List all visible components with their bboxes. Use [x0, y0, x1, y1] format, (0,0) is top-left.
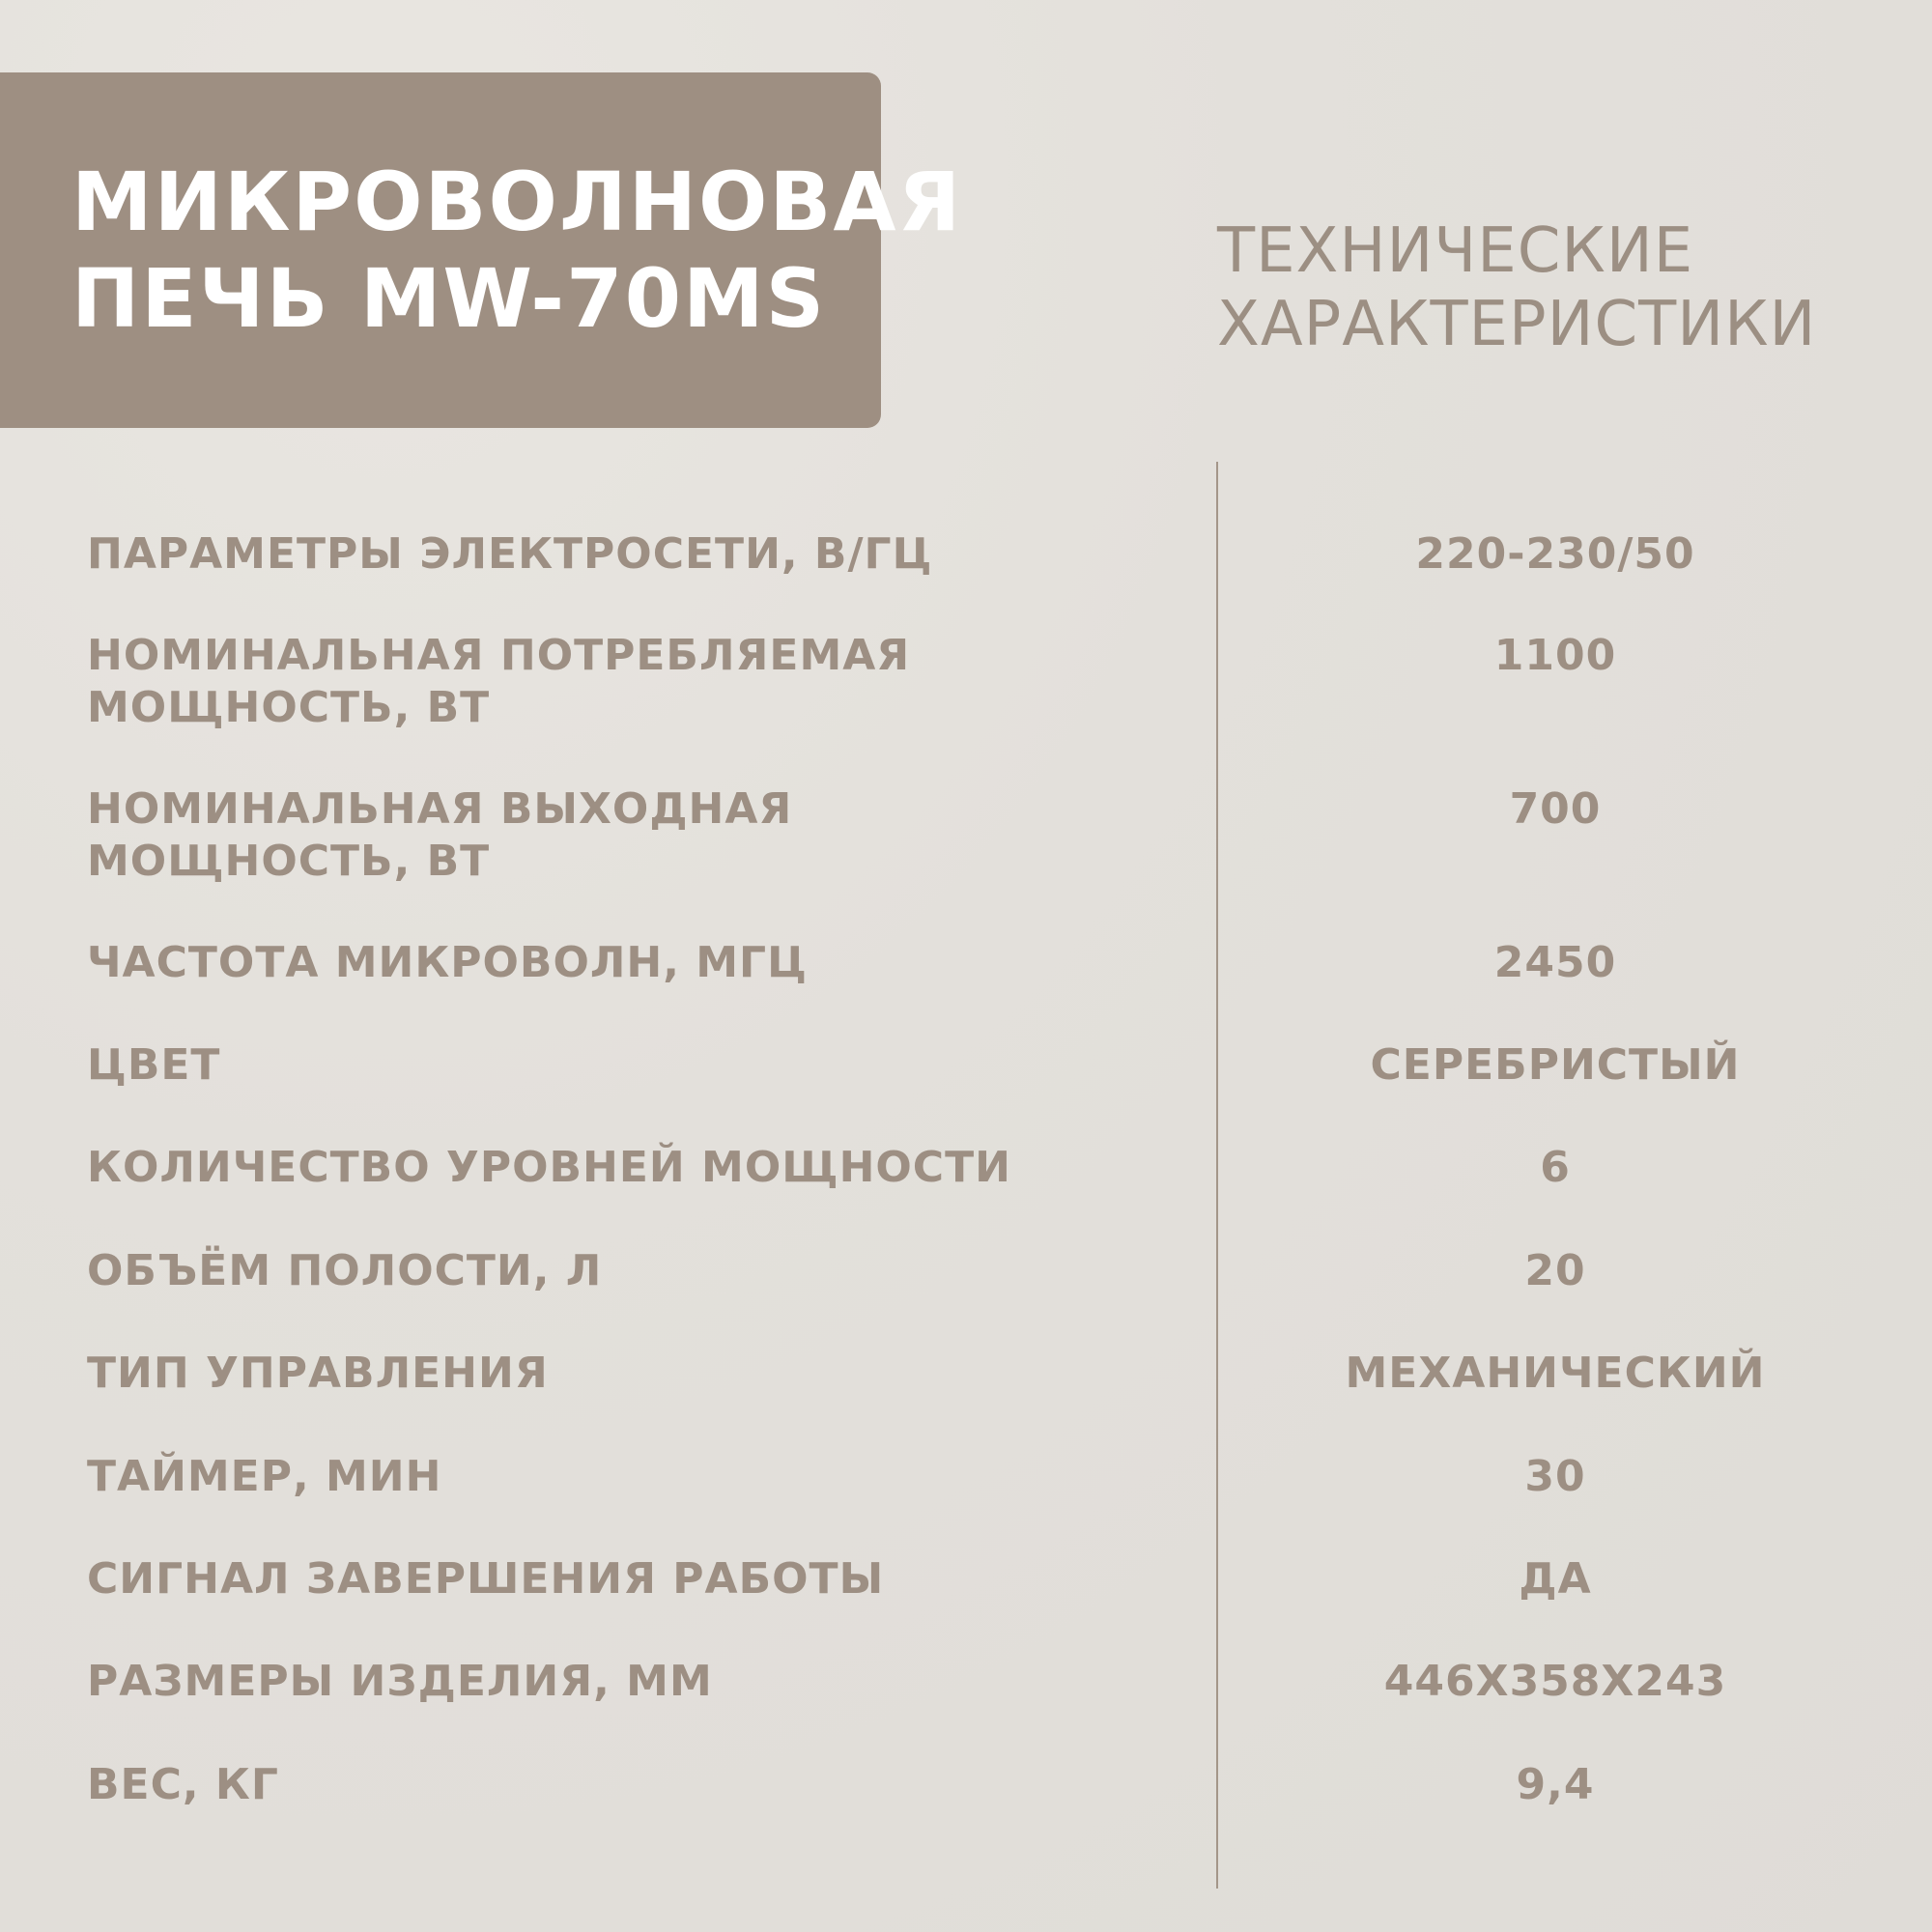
spec-label-text: ПАРАМЕТРЫ ЭЛЕКТРОСЕТИ, В/ГЦ	[87, 529, 933, 579]
spec-value-input-power: 1100	[1493, 631, 1617, 680]
spec-value-frequency: 2450	[1493, 938, 1617, 987]
spec-label-control-type	[87, 1348, 1169, 1400]
spec-label-output-power	[87, 783, 1169, 888]
spec-value-end-signal: ДА	[1519, 1554, 1592, 1604]
spec-value-output-power: 700	[1509, 784, 1602, 834]
spec-value-control-type: МЕХАНИЧЕСКИЙ	[1345, 1349, 1766, 1398]
section-heading-line-1: ТЕХНИЧЕСКИЕ	[1217, 215, 1694, 287]
spec-label-voltage	[87, 528, 1169, 581]
spec-label-text: ЦВЕТ	[87, 1040, 221, 1090]
spec-label-timer	[87, 1451, 1169, 1503]
spec-value-dimensions: 446X358X243	[1383, 1657, 1727, 1706]
section-heading-line-2: ХАРАКТЕРИСТИКИ	[1217, 289, 1817, 360]
product-title-line-1: МИКРОВОЛНОВАЯ	[71, 155, 963, 249]
spec-label-color	[87, 1039, 1169, 1092]
spec-label-volume	[87, 1245, 1169, 1297]
spec-label-text: МОЩНОСТЬ, ВТ	[87, 683, 491, 732]
spec-label-dimensions	[87, 1656, 1169, 1708]
spec-label-end-signal	[87, 1553, 1169, 1605]
product-title-line-2: ПЕЧЬ MW-70MS	[71, 251, 827, 346]
spec-value-volume: 20	[1524, 1246, 1586, 1295]
spec-label-power-levels	[87, 1142, 1169, 1194]
spec-label-text: НОМИНАЛЬНАЯ ВЫХОДНАЯ	[87, 784, 793, 834]
spec-label-text: ОБЪЁМ ПОЛОСТИ, Л	[87, 1246, 603, 1295]
spec-label-text: СИГНАЛ ЗАВЕРШЕНИЯ РАБОТЫ	[87, 1554, 885, 1604]
spec-label-text: КОЛИЧЕСТВО УРОВНЕЙ МОЩНОСТИ	[87, 1143, 1011, 1192]
spec-label-text: МОЩНОСТЬ, ВТ	[87, 837, 491, 886]
spec-label-text: НОМИНАЛЬНАЯ ПОТРЕБЛЯЕМАЯ	[87, 631, 911, 680]
spec-value-power-levels: 6	[1540, 1143, 1571, 1192]
title-banner	[0, 72, 963, 428]
spec-label-text: ТАЙМЕР, МИН	[87, 1452, 442, 1501]
spec-label-weight	[87, 1759, 1169, 1811]
spec-value-voltage: 220-230/50	[1415, 529, 1695, 579]
spec-label-text: ЧАСТОТА МИКРОВОЛН, МГЦ	[87, 938, 808, 987]
spec-label-text: ТИП УПРАВЛЕНИЯ	[87, 1349, 549, 1398]
spec-value-color: СЕРЕБРИСТЫЙ	[1370, 1040, 1741, 1090]
spec-label-frequency	[87, 937, 1169, 989]
column-divider	[1216, 462, 1218, 1889]
spec-label-input-power	[87, 630, 1169, 734]
spec-value-weight: 9,4	[1516, 1760, 1595, 1809]
spec-value-timer: 30	[1524, 1452, 1586, 1501]
spec-label-text: ВЕС, КГ	[87, 1760, 279, 1809]
section-heading	[1217, 214, 1816, 361]
spec-label-text: РАЗМЕРЫ ИЗДЕЛИЯ, ММ	[87, 1657, 713, 1706]
